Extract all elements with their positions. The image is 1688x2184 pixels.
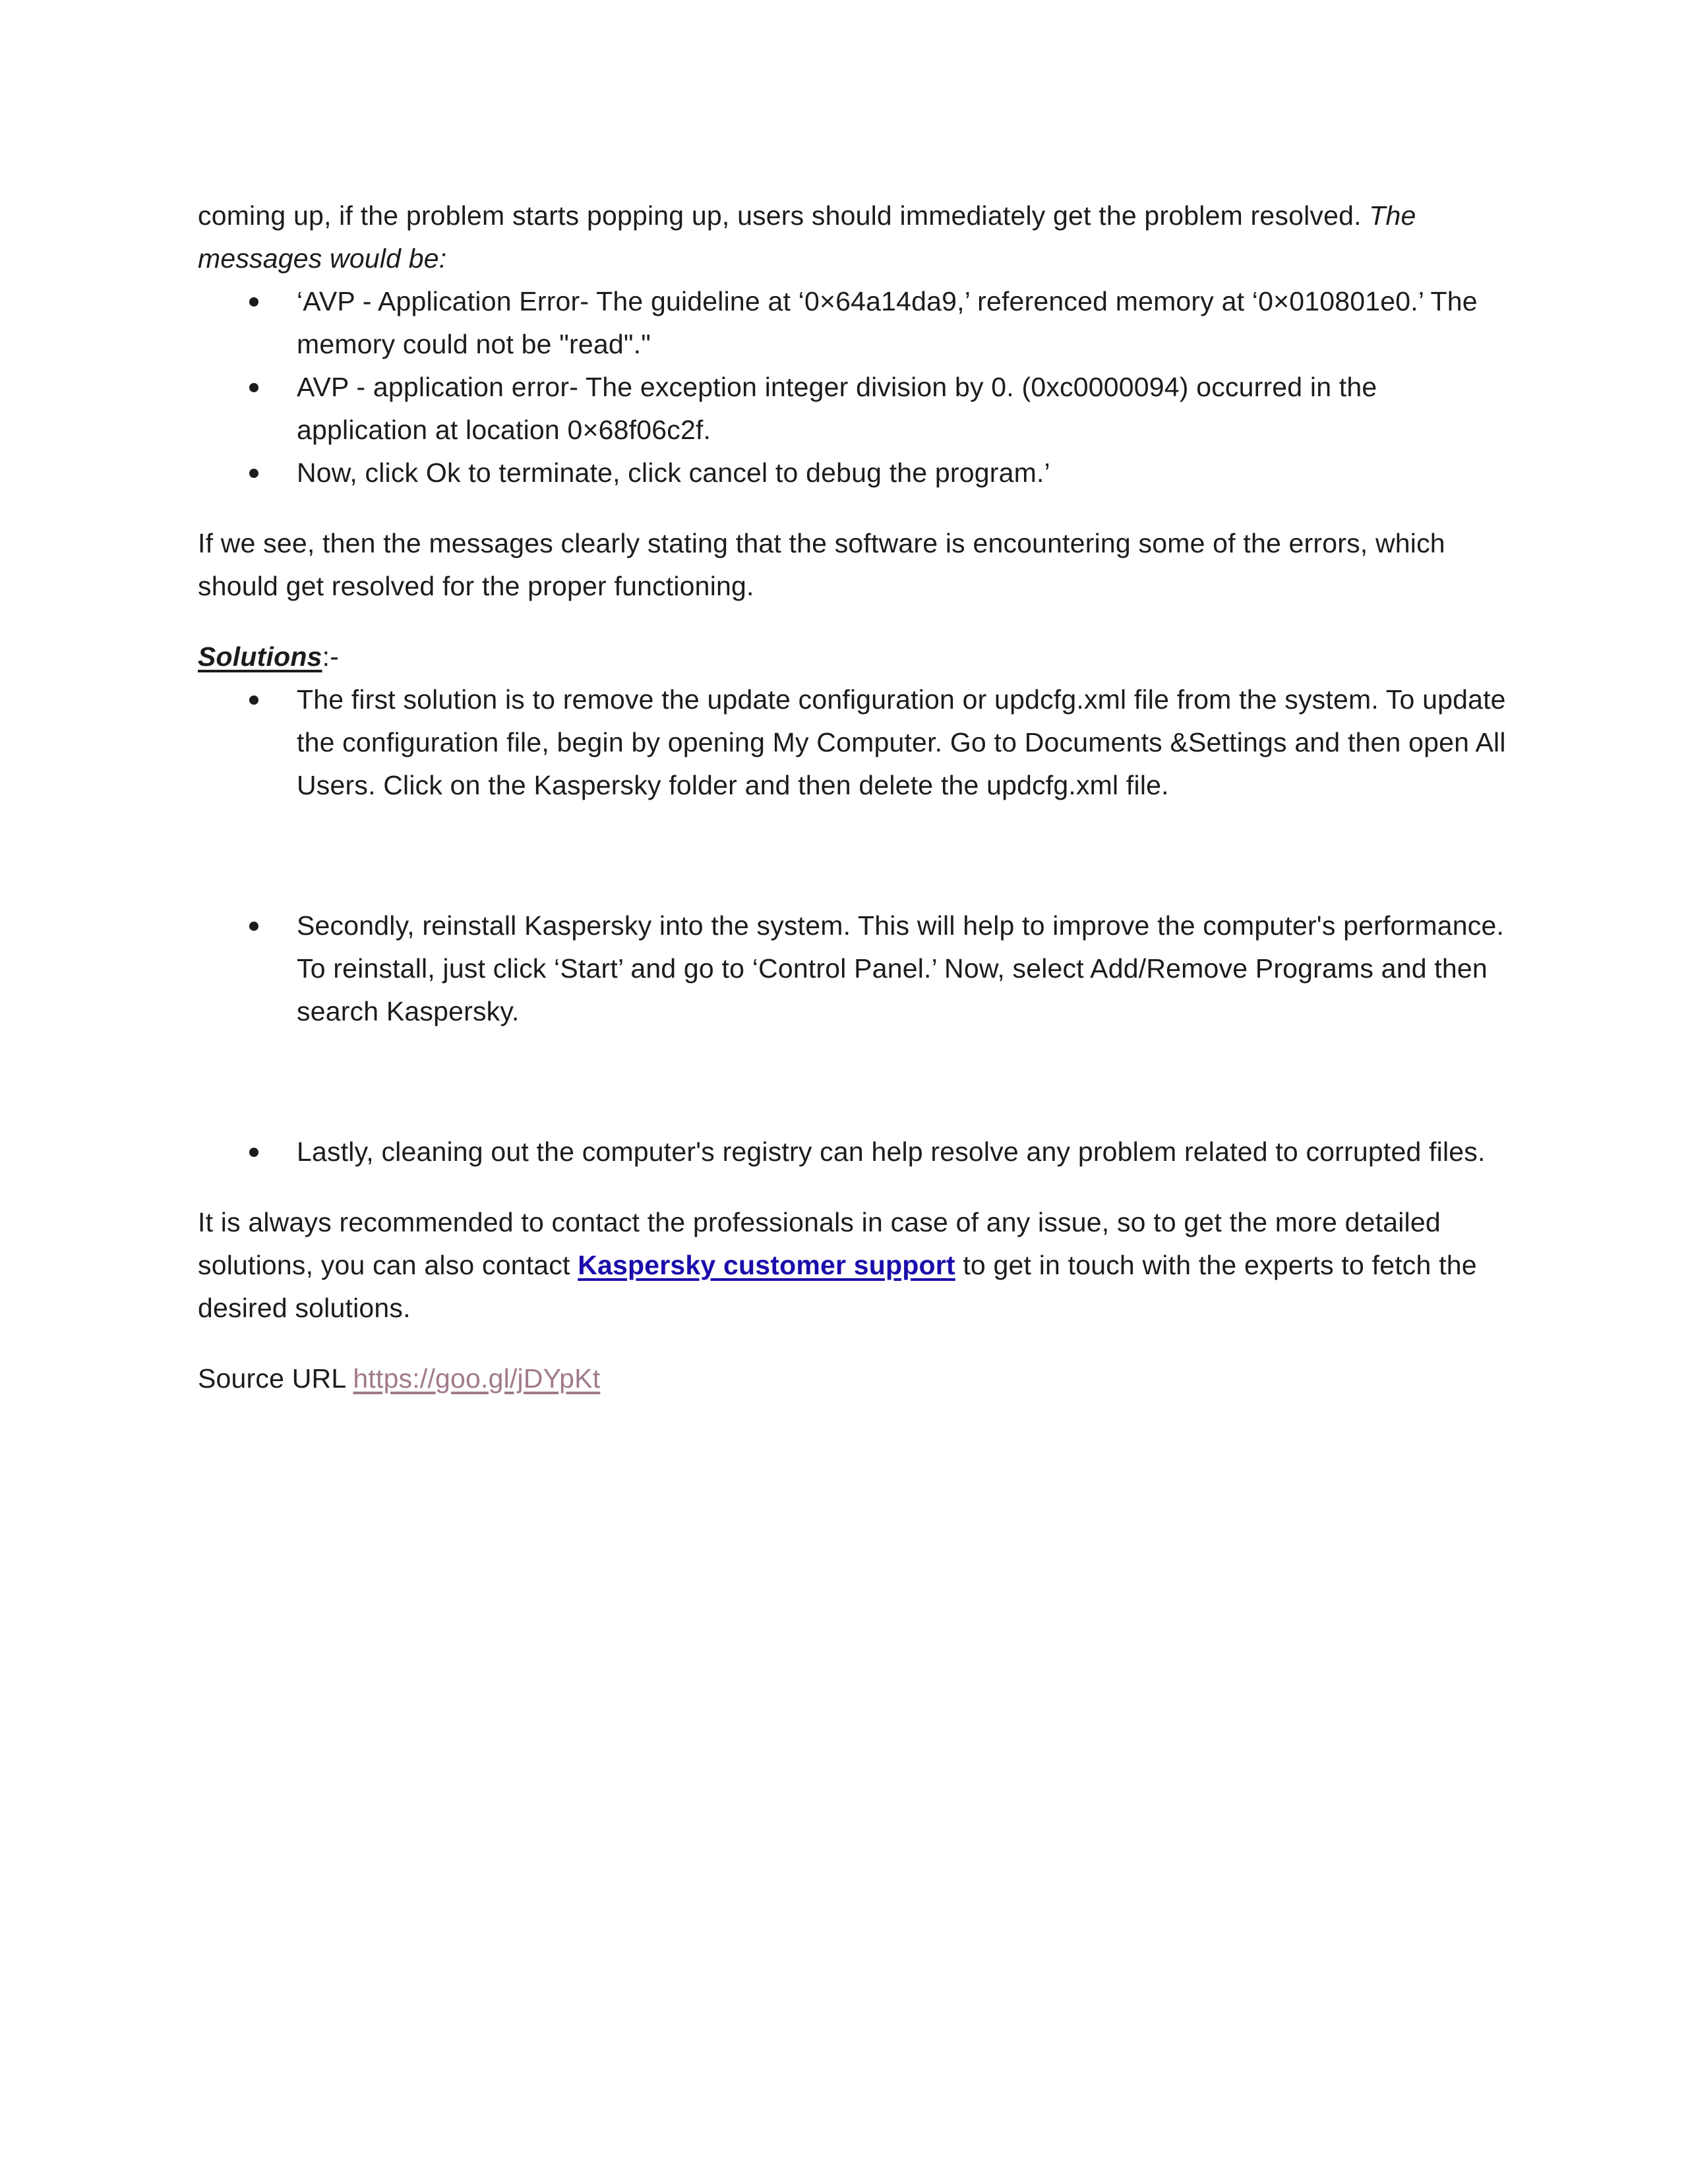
solutions-heading-label: Solutions [198, 641, 322, 672]
list-item [198, 366, 1510, 452]
explanation-paragraph: If we see, then the messages clearly stating that the software is encountering some of the errors, which should get resolved for the proper functioning. [198, 528, 1445, 601]
list-item [198, 280, 1510, 366]
solution-text: Secondly, reinstall Kaspersky into the system. This will help to improve the computer's performance. To reinstall, just click ‘Start’ and go to ‘Control Panel.’ Now, select Add/Remove Programs and then search Kaspersky. [297, 910, 1505, 1026]
error-message-text: AVP - application error- The exception integer division by 0. (0xc0000094) occurred in the application at location 0×68f06c2f. [297, 372, 1377, 445]
intro-paragraph [198, 194, 1510, 280]
list-item [198, 904, 1510, 1033]
source-line [198, 1357, 1510, 1400]
bullet-icon [249, 383, 258, 392]
solutions-heading-suffix: :- [322, 641, 340, 672]
solution-text: The first solution is to remove the update configuration or updcfg.xml file from the system. To update the configuration file, begin by opening My Computer. Go to Documents &Settings and then open All Users. Click on the Kaspersky folder and then delete the updcfg.xml file. [297, 684, 1506, 800]
list-item [198, 678, 1510, 807]
contact-paragraph [198, 1201, 1510, 1330]
intro-italic-text: The messages would be: [198, 200, 1416, 274]
document-body [198, 194, 1510, 1400]
contact-text-after: to get in touch with the experts to fetch the desired solutions. [198, 1250, 1477, 1323]
bullet-icon [249, 469, 258, 478]
kaspersky-support-link[interactable]: Kaspersky customer support [578, 1250, 955, 1280]
bullet-icon [249, 297, 258, 307]
intro-text: coming up, if the problem starts popping up, users should immediately get the problem resolved. [198, 200, 1370, 231]
error-message-text: ‘AVP - Application Error- The guideline at ‘0×64a14da9,’ referenced memory at ‘0×010801e0.’ The memory could not be "read"." [297, 286, 1478, 359]
contact-text-before: It is always recommended to contact the professionals in case of any issue, so to get the more detailed solutions, you can also contact [198, 1207, 1441, 1280]
solution-text: Lastly, cleaning out the computer's registry can help resolve any problem related to corrupted files. [297, 1136, 1486, 1167]
source-label: Source URL [198, 1363, 353, 1394]
list-item [198, 452, 1510, 494]
list-item [198, 1131, 1510, 1173]
error-message-list [198, 280, 1510, 494]
solutions-list [198, 678, 1510, 1173]
solutions-heading [198, 635, 1510, 678]
bullet-icon [249, 1148, 258, 1157]
bullet-icon [249, 695, 258, 705]
error-message-text: Now, click Ok to terminate, click cancel to debug the program.’ [297, 457, 1050, 488]
bullet-icon [249, 922, 258, 931]
source-url-link[interactable]: https://goo.gl/jDYpKt [353, 1363, 601, 1394]
